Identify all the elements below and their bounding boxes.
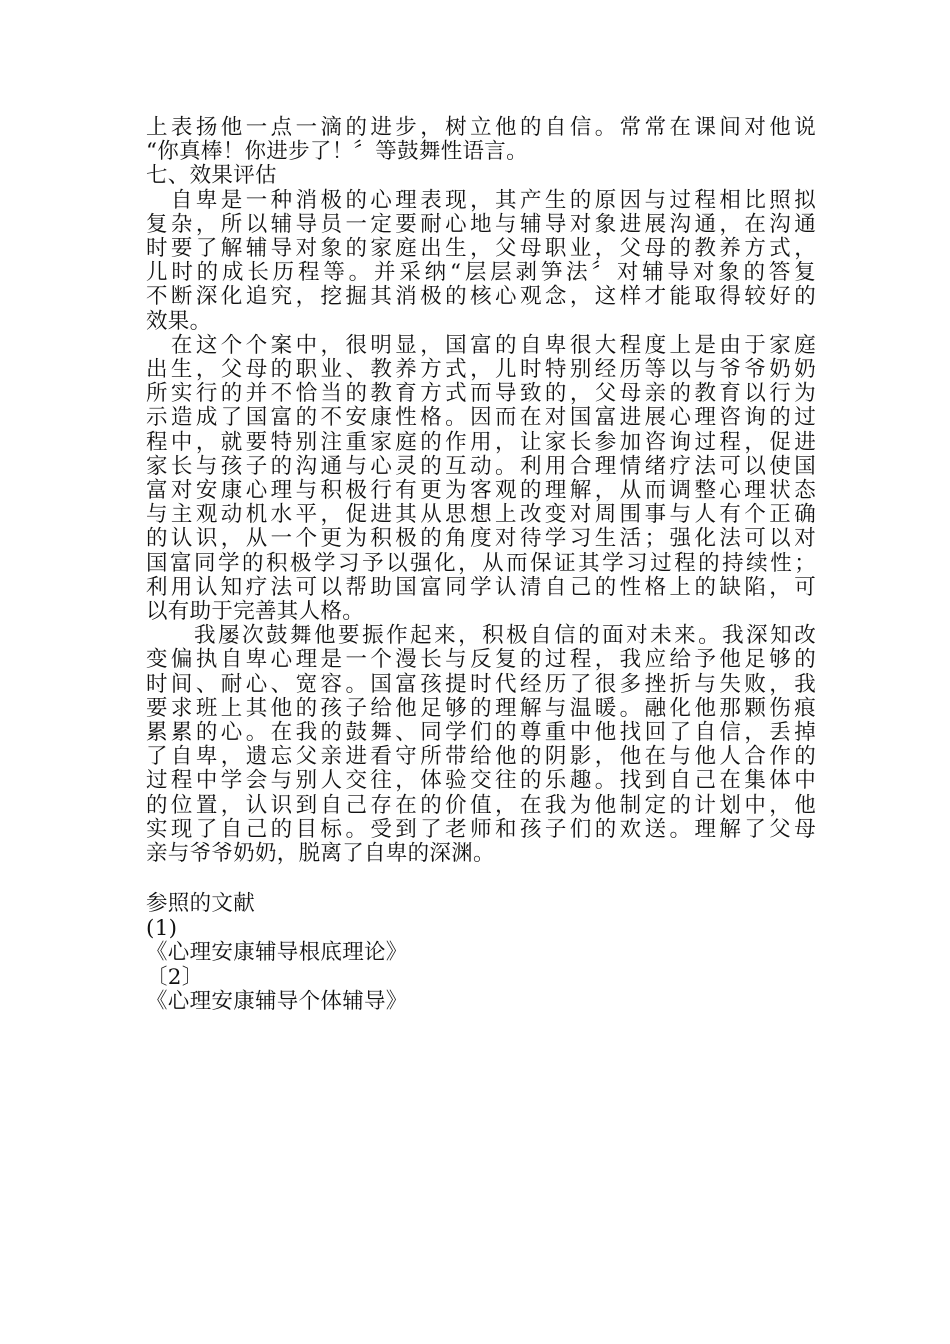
text-line: 在这个个案中，很明显，国富的自卑很大程度上是由于家庭 (146, 332, 816, 358)
text-line: 累累的心。在我的鼓舞、同学们的尊重中他找回了自信，丢掉 (146, 720, 816, 746)
text-line: 国富同学的积极学习予以强化，从而保证其学习过程的持续性； (146, 550, 816, 576)
reference-title: 《心理安康辅导个体辅导》 (146, 989, 408, 1015)
text-line: 富对安康心理与积极行有更为客观的理解，从而调整心理状态 (146, 478, 816, 504)
paragraph-gap (146, 866, 816, 892)
text-line: 变偏执自卑心理是一个漫长与反复的过程，我应给予他足够的 (146, 647, 816, 673)
reference-title: 《心理安康辅导根底理论》 (146, 940, 408, 966)
text-line: 利用认知疗法可以帮助国富同学认清自己的性格上的缺陷，可 (146, 574, 816, 600)
text-line: “你真棒！你进步了！〞等鼓舞性语言。 (146, 139, 528, 165)
text-line: 复杂，所以辅导员一定要耐心地与辅导对象进展沟通，在沟通 (146, 211, 816, 237)
text-line: 与主观动机水平，促进其从思想上改变对周围事与人有个正确 (146, 502, 816, 528)
text-line: 示造成了国富的不安康性格。因而在对国富进展心理咨询的过 (146, 405, 816, 431)
text-line: 的位置，认识到自己存在的价值，在我为他制定的计划中，他 (146, 792, 816, 818)
text-line: 儿时的成长历程等。并采纳“层层剥笋法〞对辅导对象的答复 (146, 260, 816, 286)
section-heading: 七、效果评估 (146, 163, 277, 189)
references-section (146, 892, 816, 1015)
text-line: 不断深化追究，挖掘其消极的核心观念，这样才能取得较好的 (146, 284, 816, 310)
text-line: 上表扬他一点一滴的进步，树立他的自信。常常在课间对他说 (146, 115, 816, 140)
body-text (146, 116, 816, 866)
references-heading: 参照的文献 (146, 891, 256, 917)
text-line: 过程中学会与别人交往，体验交往的乐趣。找到自己在集体中 (146, 768, 816, 794)
document-page (146, 116, 816, 1015)
text-line: 我屡次鼓舞他要振作起来，积极自信的面对未来。我深知改 (146, 623, 816, 649)
reference-number: (1) (146, 915, 178, 941)
text-line: 所实行的并不恰当的教育方式而导致的，父母亲的教育以行为 (146, 381, 816, 407)
text-line: 要求班上其他的孩子给他足够的理解与温暖。融化他那颗伤痕 (146, 695, 816, 721)
text-line: 实现了自己的目标。受到了老师和孩子们的欢送。理解了父母 (146, 816, 816, 842)
text-line: 自卑是一种消极的心理表现，其产生的原因与过程相比照拟 (146, 187, 816, 213)
text-line: 的认识，从一个更为积极的角度对待学习生活；强化法可以对 (146, 526, 816, 552)
text-line: 效果。 (146, 308, 212, 334)
text-line: 了自卑，遗忘父亲进看守所带给他的阴影，他在与他人合作的 (146, 744, 816, 770)
text-line: 亲与爷爷奶奶，脱离了自卑的深渊。 (146, 841, 495, 867)
reference-number: 〔2〕 (146, 964, 204, 990)
text-line: 以有助于完善其人格。 (146, 599, 365, 625)
text-line: 时间、耐心、宽容。国富孩提时代经历了很多挫折与失败，我 (146, 671, 816, 697)
text-line: 时要了解辅导对象的家庭出生，父母职业，父母的教养方式， (146, 236, 816, 262)
text-line: 程中，就要特别注重家庭的作用，让家长参加咨询过程，促进 (146, 429, 816, 455)
text-line: 家长与孩子的沟通与心灵的互动。利用合理情绪疗法可以使国 (146, 453, 816, 479)
text-line: 出生，父母的职业、教养方式，儿时特别经历等以与爷爷奶奶 (146, 357, 816, 383)
